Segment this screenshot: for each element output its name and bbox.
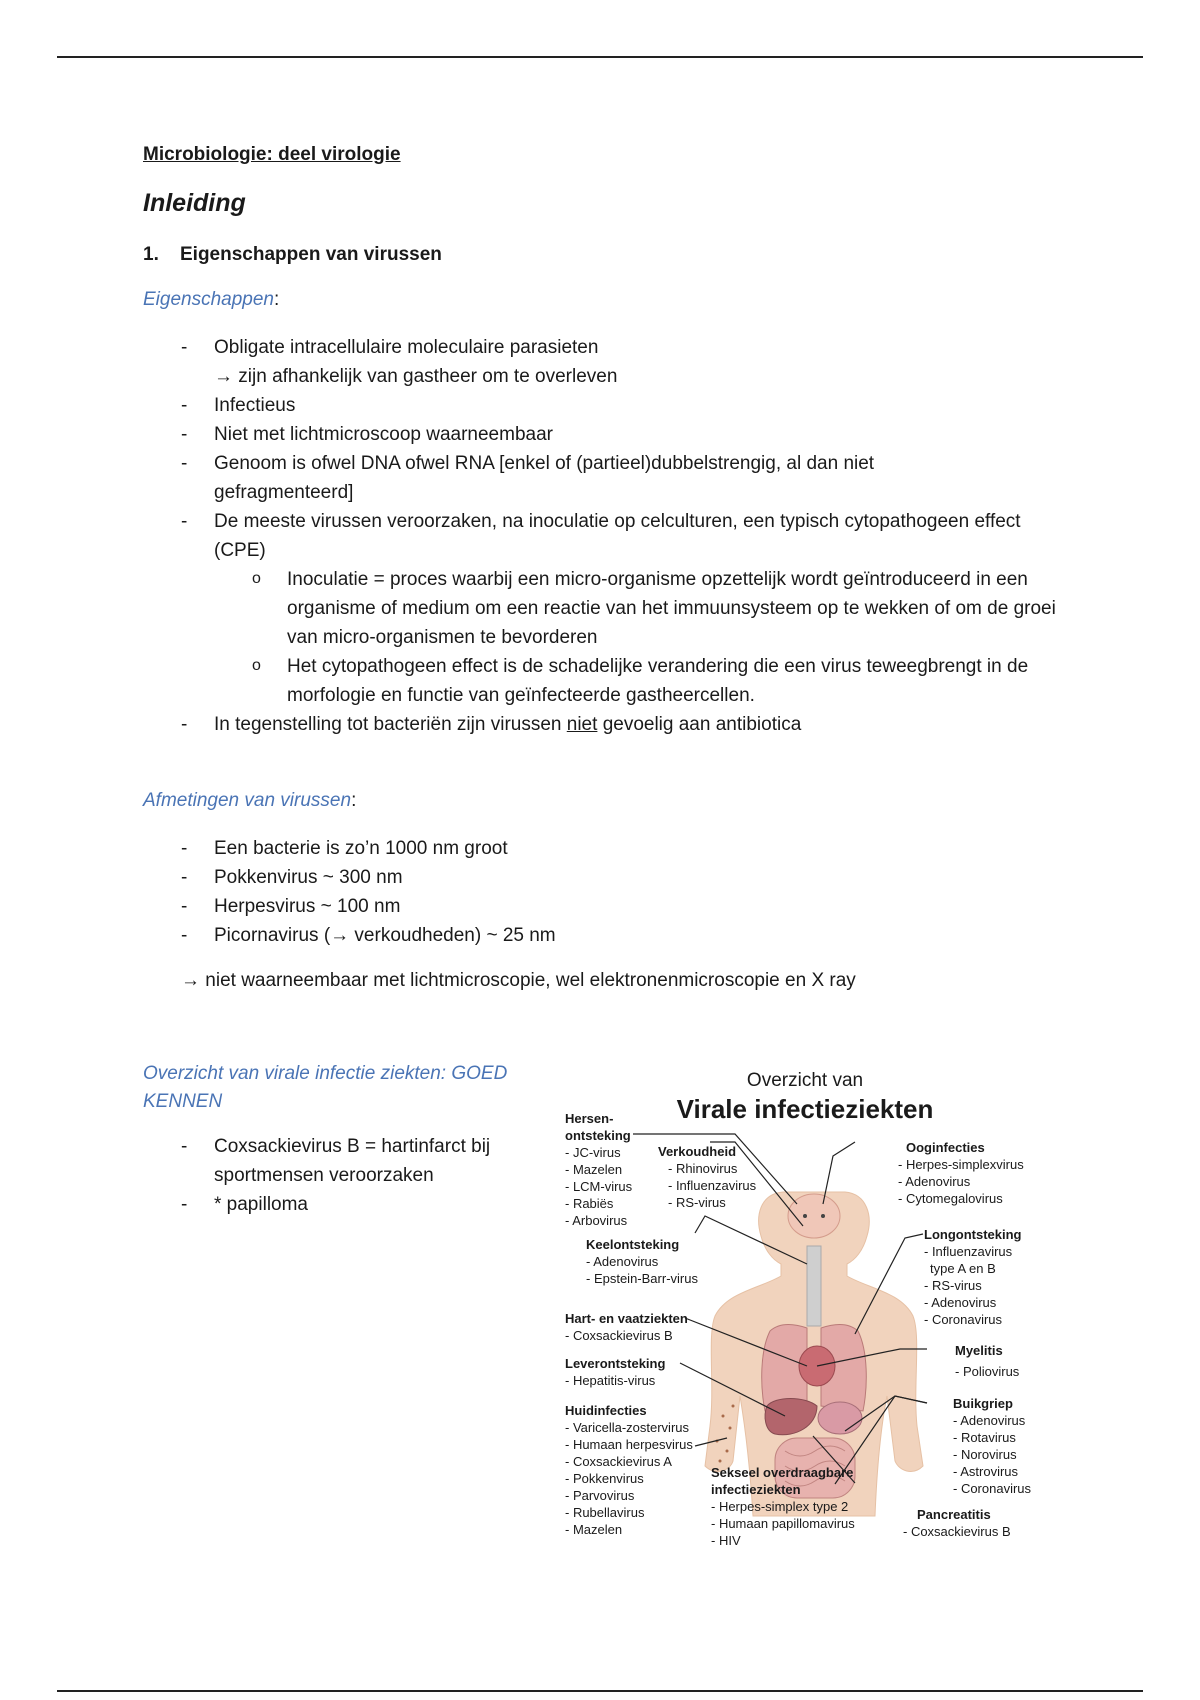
label-item: - Rubellavirus <box>565 1505 645 1520</box>
stomach-shape <box>818 1402 862 1434</box>
label-item: - Adenovirus <box>898 1174 971 1189</box>
sublist-item: o Het cytopathogeen effect is de schadelijke verandering die een virus teweegbrengt in de morfologie en functie van geïnfecteerde gastheercellen. <box>214 652 1082 710</box>
list-item: - Coxsackievirus B = hartinfarct bij sportmensen veroorzaken <box>181 1132 511 1190</box>
label-item: - Arbovirus <box>565 1213 628 1228</box>
list-item: - Een bacterie is zo’n 1000 nm groot <box>181 834 881 863</box>
label-item: - Coronavirus <box>953 1481 1032 1496</box>
label-longontsteking <box>924 1226 1022 1328</box>
properties-label-colon: : <box>274 289 280 310</box>
sublist <box>214 565 1054 710</box>
label-title: Longontsteking <box>924 1227 1022 1242</box>
list-item-subtext: → zijn afhankelijk van gastheer om te overleven <box>214 366 618 387</box>
label-item: - RS-virus <box>924 1278 982 1293</box>
list-item: - * papilloma <box>181 1190 511 1219</box>
top-rule <box>57 56 1143 58</box>
label-buikgriep <box>953 1395 1031 1497</box>
list-item: - Niet met lichtmicroscoop waarneembaar <box>181 420 1081 449</box>
label-item: - Humaan papillomavirus <box>711 1516 855 1531</box>
label-item: - Adenovirus <box>586 1254 659 1269</box>
list-item: - Genoom is ofwel DNA ofwel RNA [enkel of (partieel)dubbelstrengig, al dan niet gefragmenteerd] <box>181 449 934 507</box>
label-item: - Coronavirus <box>924 1312 1003 1327</box>
label-item: - Rhinovirus <box>668 1161 738 1176</box>
label-title: Leverontsteking <box>565 1356 666 1371</box>
trachea-shape <box>807 1246 821 1326</box>
label-item: - Humaan herpesvirus <box>565 1437 693 1452</box>
label-item: - Adenovirus <box>924 1295 997 1310</box>
label-huidinfecties <box>565 1402 693 1538</box>
label-item: - Herpes-simplexvirus <box>898 1157 1024 1172</box>
document-title: Microbiologie: deel virologie <box>143 144 401 165</box>
label-item: - JC-virus <box>565 1145 621 1160</box>
label-item: - Influenzavirus <box>924 1244 1013 1259</box>
label-keelontsteking <box>586 1236 698 1287</box>
label-item: - Rotavirus <box>953 1430 1016 1445</box>
label-item: - Influenzavirus <box>668 1178 757 1193</box>
list-item: - Picornavirus (→ verkoudheden) ~ 25 nm <box>181 921 881 950</box>
overview-label <box>143 1060 507 1116</box>
label-item: - Astrovirus <box>953 1464 1019 1479</box>
overview-label-line1: Overzicht van virale infectie ziekten: GOED <box>143 1063 508 1084</box>
label-item: - Mazelen <box>565 1162 623 1177</box>
label-title: Ooginfecties <box>906 1140 985 1155</box>
sizes-list <box>181 834 881 950</box>
label-title: Hart- en vaatziekten <box>565 1311 688 1326</box>
label-item: - Varicella-zostervirus <box>565 1420 690 1435</box>
overview-list <box>181 1132 511 1219</box>
label-title: ontsteking <box>565 1128 631 1143</box>
label-leverontsteking <box>565 1355 665 1389</box>
list-item: - Herpesvirus ~ 100 nm <box>181 892 881 921</box>
list-item: - Infectieus <box>181 391 1081 420</box>
label-verkoudheid <box>658 1143 756 1211</box>
figure-title-small: Overzicht van <box>746 1070 864 1091</box>
label-item: - Rabiës <box>565 1196 614 1211</box>
viral-diseases-figure <box>555 1066 1055 1566</box>
label-ooginfecties <box>898 1139 1024 1207</box>
label-hersenontsteking <box>565 1110 632 1229</box>
label-item: - Norovirus <box>953 1447 1017 1462</box>
label-item: - Pokkenvirus <box>565 1471 644 1486</box>
label-item: - Adenovirus <box>953 1413 1026 1428</box>
bottom-rule <box>57 1690 1143 1692</box>
label-pancreatitis <box>903 1506 1011 1540</box>
label-title: Keelontsteking <box>586 1237 680 1252</box>
label-item: - Hepatitis-virus <box>565 1373 656 1388</box>
underlined-word: niet <box>566 714 598 735</box>
section-title: Eigenschappen van virussen <box>180 244 442 265</box>
list-item: - Pokkenvirus ~ 300 nm <box>181 863 881 892</box>
section-heading <box>143 244 442 266</box>
label-soa <box>711 1464 855 1549</box>
label-title: Hersen- <box>565 1111 614 1126</box>
heading-inleiding: Inleiding <box>143 189 246 217</box>
label-item: - Herpes-simplex type 2 <box>711 1499 849 1514</box>
properties-label <box>143 289 279 311</box>
list-item-text: De meeste virussen veroorzaken, na inoculatie op celculturen, een typisch cytopathogeen effect (CPE) <box>214 511 1021 561</box>
list-item <box>181 333 1081 391</box>
figure-title: Virale infectieziekten <box>676 1094 934 1124</box>
label-item: - Coxsackievirus A <box>565 1454 672 1469</box>
sizes-note: → niet waarneembaar met lichtmicroscopie, wel elektronenmicroscopie en X ray <box>181 970 856 991</box>
label-item: - LCM-virus <box>565 1179 633 1194</box>
label-title: Pancreatitis <box>917 1507 991 1522</box>
brain-shape <box>788 1194 840 1238</box>
label-title: infectieziekten <box>711 1482 801 1497</box>
list-item-text-end: gevoelig aan antibiotica <box>602 714 802 735</box>
list-item <box>181 507 1054 710</box>
sizes-label-colon: : <box>351 790 357 811</box>
label-hart-vaatziekten <box>565 1310 688 1344</box>
label-title: Sekseel overdraagbare <box>711 1465 854 1480</box>
sizes-label <box>143 790 356 812</box>
list-item-text: In tegenstelling tot bacteriën zijn virussen <box>214 714 562 735</box>
properties-label-text: Eigenschappen <box>143 289 274 310</box>
overview-label-line2: KENNEN <box>143 1091 223 1112</box>
label-title: Myelitis <box>955 1343 1003 1358</box>
list-item <box>181 710 1081 739</box>
label-title: Buikgriep <box>953 1396 1013 1411</box>
section-number: 1. <box>143 244 159 265</box>
label-item: - Parvovirus <box>565 1488 635 1503</box>
label-item: - Mazelen <box>565 1522 623 1537</box>
label-item: - Coxsackievirus B <box>565 1328 673 1343</box>
sizes-label-text: Afmetingen van virussen <box>143 790 352 811</box>
label-item: - Cytomegalovirus <box>898 1191 1003 1206</box>
sublist-item: o Inoculatie = proces waarbij een micro-organisme opzettelijk wordt geïntroduceerd in een organisme of medium om een reactie van het immuunsysteem op te wekken of om de groei van micro-organismen te bevorderen <box>214 565 1082 652</box>
label-item: - Coxsackievirus B <box>903 1524 1011 1539</box>
label-item: - Poliovirus <box>955 1364 1020 1379</box>
label-item: - HIV <box>711 1533 741 1548</box>
label-item: - Epstein-Barr-virus <box>586 1271 698 1286</box>
label-item: - RS-virus <box>668 1195 726 1210</box>
label-myelitis <box>955 1342 1019 1380</box>
label-title: Huidinfecties <box>565 1403 647 1418</box>
list-item-text: - Obligate intracellulaire moleculaire parasieten <box>214 337 599 358</box>
label-item: type A en B <box>930 1261 996 1276</box>
properties-list <box>181 333 1081 739</box>
label-title: Verkoudheid <box>658 1144 737 1159</box>
